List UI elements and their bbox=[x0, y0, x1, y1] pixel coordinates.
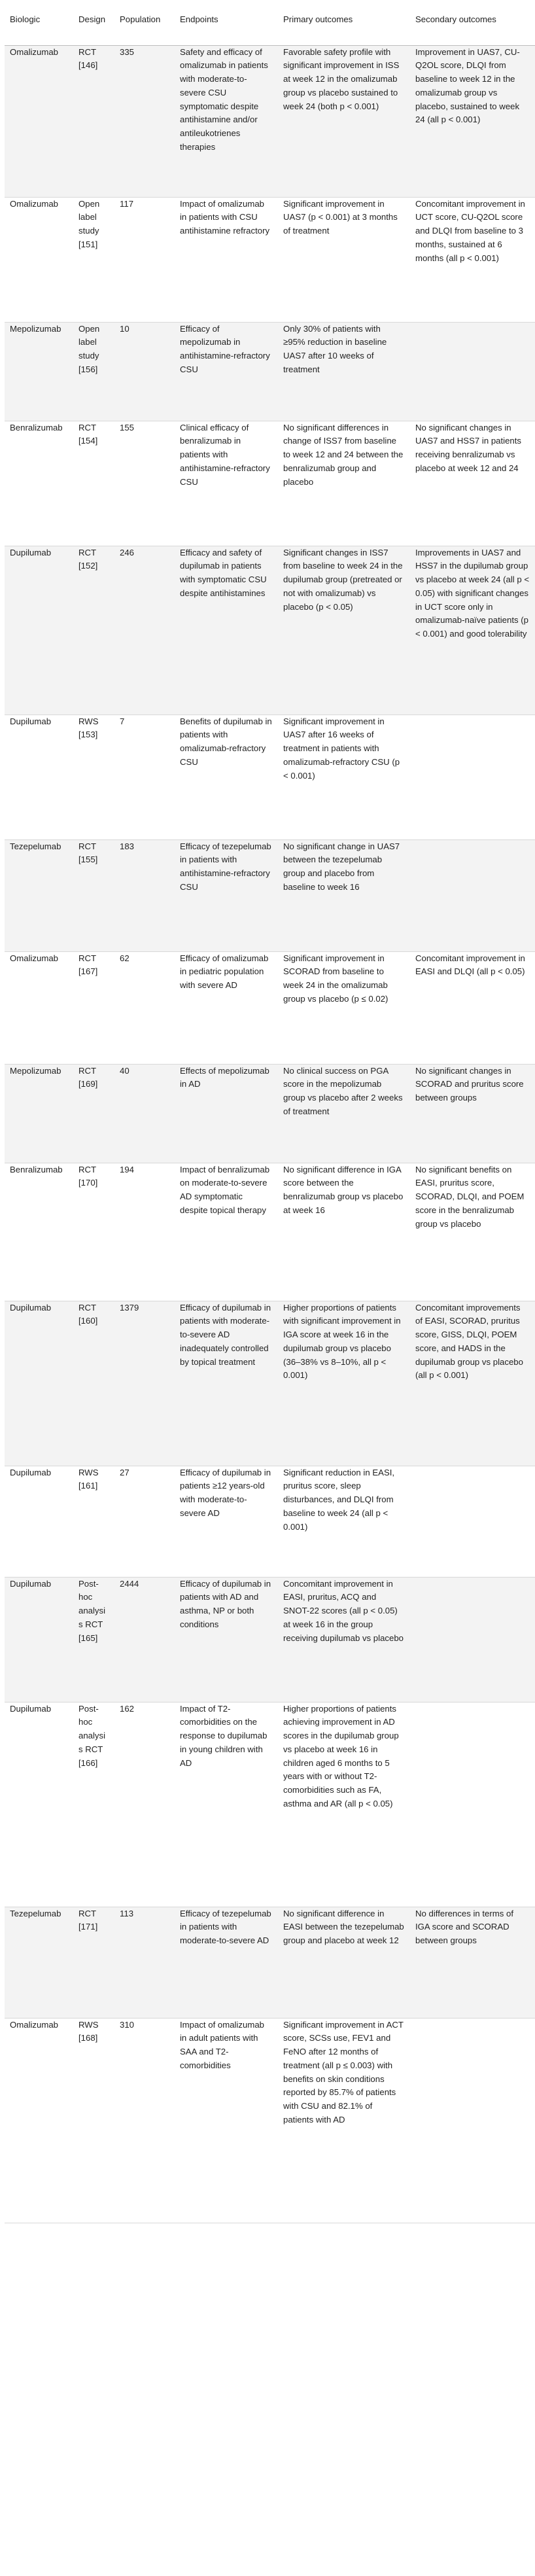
cell-population: 310 bbox=[114, 2018, 175, 2223]
cell-endpoints: Efficacy of dupilumab in patients with AD and asthma, NP or both conditions bbox=[175, 1577, 278, 1702]
cell-endpoints: Impact of omalizumab in adult patients with SAA and T2-comorbidities bbox=[175, 2018, 278, 2223]
cell-population: 117 bbox=[114, 197, 175, 322]
cell-population: 1379 bbox=[114, 1301, 175, 1466]
cell-biologic: Omalizumab bbox=[5, 951, 73, 1064]
cell-endpoints: Impact of benralizumab on moderate-to-severe AD symptomatic despite topical therapy bbox=[175, 1163, 278, 1301]
cell-population: 162 bbox=[114, 1702, 175, 1907]
cell-population: 40 bbox=[114, 1064, 175, 1163]
header-population: Population bbox=[114, 13, 175, 45]
cell-design: RCT [152] bbox=[73, 546, 114, 715]
cell-primary-outcomes: Higher proportions of patients achieving improvement in AD scores in the dupilumab group vs placebo at week 16 in children aged 6 months to 5 years with or without T2-comorbidities such as FA, asthma and AR (all p < 0.05) bbox=[278, 1702, 410, 1907]
cell-biologic: Benralizumab bbox=[5, 421, 73, 546]
cell-secondary-outcomes bbox=[410, 1577, 535, 1702]
cell-design: Open label study [151] bbox=[73, 197, 114, 322]
cell-secondary-outcomes: Concomitant improvement in EASI and DLQI (all p < 0.05) bbox=[410, 951, 535, 1064]
cell-secondary-outcomes bbox=[410, 1702, 535, 1907]
cell-population: 335 bbox=[114, 45, 175, 197]
cell-population: 2444 bbox=[114, 1577, 175, 1702]
cell-biologic: Dupilumab bbox=[5, 1702, 73, 1907]
cell-endpoints: Benefits of dupilumab in patients with omalizumab-refractory CSU bbox=[175, 715, 278, 839]
cell-primary-outcomes: Significant improvement in ACT score, SCSs use, FEV1 and FeNO after 12 months of treatment (all p ≤ 0.003) with benefits on skin conditions reported by 85.7% of patients with CSU and 82.1% of patients with AD bbox=[278, 2018, 410, 2223]
table-row bbox=[5, 322, 535, 421]
cell-endpoints: Efficacy of dupilumab in patients with moderate-to-severe AD inadequately controlled by topical treatment bbox=[175, 1301, 278, 1466]
cell-design: RCT [171] bbox=[73, 1907, 114, 2018]
cell-design: RWS [168] bbox=[73, 2018, 114, 2223]
cell-design: RWS [153] bbox=[73, 715, 114, 839]
cell-primary-outcomes: No significant change in UAS7 between the tezepelumab group and placebo from baseline to week 16 bbox=[278, 839, 410, 951]
cell-design: Open label study [156] bbox=[73, 322, 114, 421]
cell-population: 27 bbox=[114, 1466, 175, 1577]
cell-biologic: Dupilumab bbox=[5, 715, 73, 839]
table-row bbox=[5, 1466, 535, 1577]
cell-endpoints: Efficacy of omalizumab in pediatric population with severe AD bbox=[175, 951, 278, 1064]
cell-population: 155 bbox=[114, 421, 175, 546]
cell-design: RWS [161] bbox=[73, 1466, 114, 1577]
cell-primary-outcomes: Significant reduction in EASI, pruritus score, sleep disturbances, and DLQI from baseline to week 24 (all p < 0.001) bbox=[278, 1466, 410, 1577]
cell-endpoints: Efficacy of mepolizumab in antihistamine-refractory CSU bbox=[175, 322, 278, 421]
cell-biologic: Omalizumab bbox=[5, 2018, 73, 2223]
cell-endpoints: Efficacy of tezepelumab in patients with moderate-to-severe AD bbox=[175, 1907, 278, 2018]
cell-biologic: Dupilumab bbox=[5, 1577, 73, 1702]
cell-secondary-outcomes: Concomitant improvements of EASI, SCORAD, pruritus score, GISS, DLQI, POEM score, and HADS in the dupilumab group vs placebo (all p < 0.001) bbox=[410, 1301, 535, 1466]
cell-primary-outcomes: Concomitant improvement in EASI, pruritus, ACQ and SNOT-22 scores (all p < 0.05) at week 16 in the group receiving dupilumab vs placebo bbox=[278, 1577, 410, 1702]
table-row bbox=[5, 839, 535, 951]
cell-design: RCT [169] bbox=[73, 1064, 114, 1163]
cell-biologic: Tezepelumab bbox=[5, 1907, 73, 2018]
table-header-row bbox=[5, 13, 535, 45]
cell-primary-outcomes: Only 30% of patients with ≥95% reduction in baseline UAS7 after 10 weeks of treatment bbox=[278, 322, 410, 421]
cell-endpoints: Impact of omalizumab in patients with CSU antihistamine refractory bbox=[175, 197, 278, 322]
cell-design: RCT [160] bbox=[73, 1301, 114, 1466]
cell-biologic: Mepolizumab bbox=[5, 322, 73, 421]
cell-primary-outcomes: No significant difference in IGA score between the benralizumab group vs placebo at week 16 bbox=[278, 1163, 410, 1301]
cell-biologic: Dupilumab bbox=[5, 1466, 73, 1577]
table-row bbox=[5, 1163, 535, 1301]
cell-design: RCT [170] bbox=[73, 1163, 114, 1301]
cell-primary-outcomes: Significant changes in ISS7 from baseline to week 24 in the dupilumab group (pretreated or not with omalizumab) vs placebo (p < 0.05) bbox=[278, 546, 410, 715]
table-row bbox=[5, 421, 535, 546]
cell-design: Post-hoc analysis RCT [166] bbox=[73, 1702, 114, 1907]
cell-primary-outcomes: Significant improvement in SCORAD from baseline to week 24 in the omalizumab group vs placebo (p ≤ 0.02) bbox=[278, 951, 410, 1064]
cell-secondary-outcomes: Improvement in UAS7, CU-Q2OL score, DLQI from baseline to week 12 in the omalizumab group vs placebo, sustained to week 24 (all p < 0.001) bbox=[410, 45, 535, 197]
cell-biologic: Omalizumab bbox=[5, 197, 73, 322]
cell-secondary-outcomes: No differences in terms of IGA score and SCORAD between groups bbox=[410, 1907, 535, 2018]
cell-secondary-outcomes: Improvements in UAS7 and HSS7 in the dupilumab group vs placebo at week 24 (all p < 0.05) with significant changes in UCT score only in omalizumab-naïve patients (p < 0.001) and good tolerability bbox=[410, 546, 535, 715]
cell-secondary-outcomes: Concomitant improvement in UCT score, CU-Q2OL score and DLQI from baseline to 3 months, sustained at 6 months (all p < 0.001) bbox=[410, 197, 535, 322]
cell-secondary-outcomes bbox=[410, 322, 535, 421]
cell-secondary-outcomes: No significant changes in SCORAD and pruritus score between groups bbox=[410, 1064, 535, 1163]
cell-biologic: Mepolizumab bbox=[5, 1064, 73, 1163]
cell-population: 7 bbox=[114, 715, 175, 839]
table-row bbox=[5, 1907, 535, 2018]
cell-design: RCT [155] bbox=[73, 839, 114, 951]
cell-design: Post-hoc analysis RCT [165] bbox=[73, 1577, 114, 1702]
table-row bbox=[5, 1702, 535, 1907]
cell-biologic: Dupilumab bbox=[5, 1301, 73, 1466]
table-row bbox=[5, 1301, 535, 1466]
cell-design: RCT [167] bbox=[73, 951, 114, 1064]
cell-secondary-outcomes: No significant changes in UAS7 and HSS7 in patients receiving benralizumab vs placebo at week 12 and 24 bbox=[410, 421, 535, 546]
cell-primary-outcomes: Significant improvement in UAS7 after 16 weeks of treatment in patients with omalizumab-refractory CSU (p < 0.001) bbox=[278, 715, 410, 839]
cell-population: 194 bbox=[114, 1163, 175, 1301]
cell-endpoints: Safety and efficacy of omalizumab in patients with moderate-to-severe CSU symptomatic despite antihistamine and/or antileukotrienes therapies bbox=[175, 45, 278, 197]
header-secondary-outcomes: Secondary outcomes bbox=[410, 13, 535, 45]
table-row bbox=[5, 715, 535, 839]
cell-primary-outcomes: Favorable safety profile with significant improvement in ISS at week 12 in the omalizumab group vs placebo sustained to week 24 (both p < 0.001) bbox=[278, 45, 410, 197]
cell-endpoints: Efficacy of tezepelumab in patients with antihistamine-refractory CSU bbox=[175, 839, 278, 951]
table-row bbox=[5, 197, 535, 322]
cell-biologic: Dupilumab bbox=[5, 546, 73, 715]
cell-secondary-outcomes bbox=[410, 839, 535, 951]
cell-population: 113 bbox=[114, 1907, 175, 2018]
table-row bbox=[5, 951, 535, 1064]
cell-endpoints: Efficacy of dupilumab in patients ≥12 years-old with moderate-to-severe AD bbox=[175, 1466, 278, 1577]
cell-population: 62 bbox=[114, 951, 175, 1064]
header-endpoints: Endpoints bbox=[175, 13, 278, 45]
table-row bbox=[5, 45, 535, 197]
table-row bbox=[5, 1064, 535, 1163]
cell-population: 183 bbox=[114, 839, 175, 951]
cell-primary-outcomes: No significant difference in EASI between the tezepelumab group and placebo at week 12 bbox=[278, 1907, 410, 2018]
cell-endpoints: Effects of mepolizumab in AD bbox=[175, 1064, 278, 1163]
cell-primary-outcomes: Significant improvement in UAS7 (p < 0.001) at 3 months of treatment bbox=[278, 197, 410, 322]
cell-biologic: Omalizumab bbox=[5, 45, 73, 197]
cell-secondary-outcomes: No significant benefits on EASI, pruritus score, SCORAD, DLQI, and POEM score in the benralizumab group vs placebo bbox=[410, 1163, 535, 1301]
table-row bbox=[5, 546, 535, 715]
cell-design: RCT [146] bbox=[73, 45, 114, 197]
cell-biologic: Benralizumab bbox=[5, 1163, 73, 1301]
biologics-table bbox=[5, 13, 535, 2223]
cell-primary-outcomes: No clinical success on PGA score in the mepolizumab group vs placebo after 2 weeks of treatment bbox=[278, 1064, 410, 1163]
cell-secondary-outcomes bbox=[410, 715, 535, 839]
table-row bbox=[5, 1577, 535, 1702]
cell-secondary-outcomes bbox=[410, 2018, 535, 2223]
header-biologic: Biologic bbox=[5, 13, 73, 45]
table-row bbox=[5, 2018, 535, 2223]
cell-population: 10 bbox=[114, 322, 175, 421]
header-primary-outcomes: Primary outcomes bbox=[278, 13, 410, 45]
cell-endpoints: Efficacy and safety of dupilumab in patients with symptomatic CSU despite antihistamines bbox=[175, 546, 278, 715]
cell-primary-outcomes: Higher proportions of patients with significant improvement in IGA score at week 16 in the dupilumab group vs placebo (36–38% vs 8–10%, all p < 0.001) bbox=[278, 1301, 410, 1466]
cell-endpoints: Impact of T2-comorbidities on the response to dupilumab in young children with AD bbox=[175, 1702, 278, 1907]
cell-endpoints: Clinical efficacy of benralizumab in patients with antihistamine-refractory CSU bbox=[175, 421, 278, 546]
cell-biologic: Tezepelumab bbox=[5, 839, 73, 951]
cell-primary-outcomes: No significant differences in change of ISS7 from baseline to week 12 and 24 between the benralizumab group and placebo bbox=[278, 421, 410, 546]
header-design: Design bbox=[73, 13, 114, 45]
cell-secondary-outcomes bbox=[410, 1466, 535, 1577]
cell-design: RCT [154] bbox=[73, 421, 114, 546]
cell-population: 246 bbox=[114, 546, 175, 715]
